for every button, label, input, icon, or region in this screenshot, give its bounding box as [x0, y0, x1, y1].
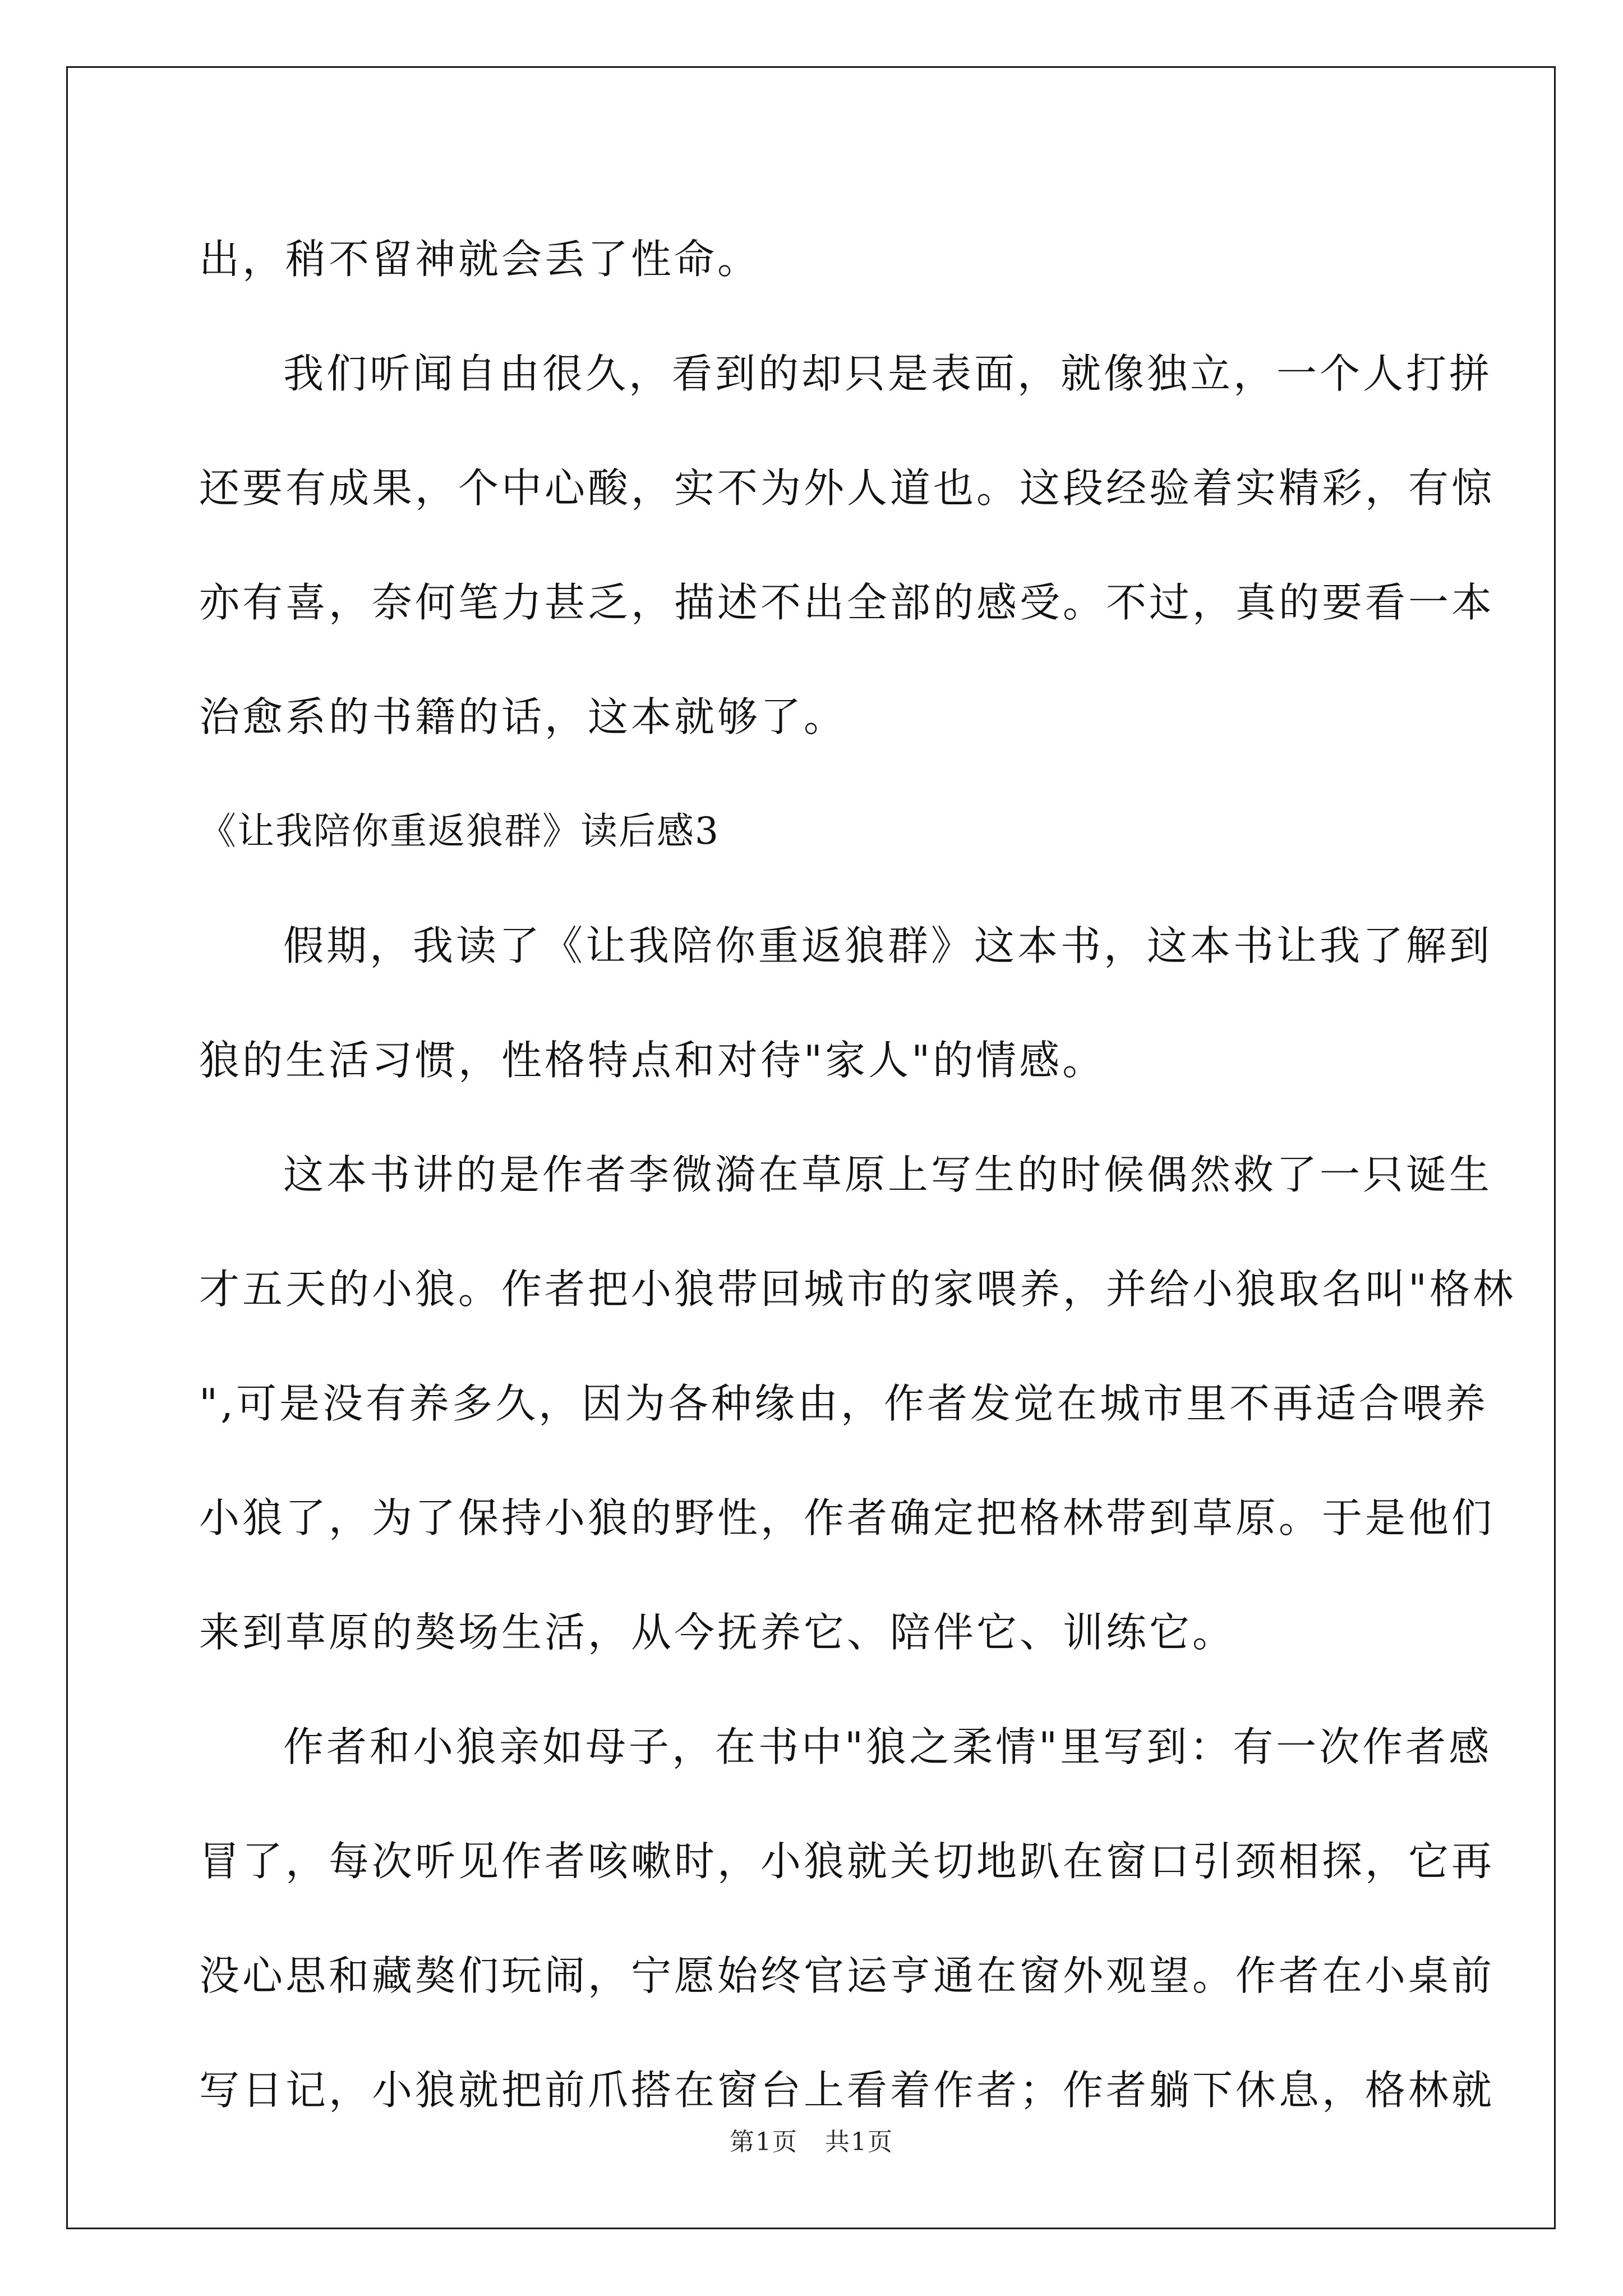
text-line: ",可是没有养多久，因为各种缘由，作者发觉在城市里不再适合喂养 — [199, 1380, 1489, 1427]
page-number: 第1页 — [730, 2128, 798, 2156]
document-body — [199, 202, 1516, 2147]
text-line: 治愈系的书籍的话，这本就够了。 — [199, 693, 847, 740]
text-line: 来到草原的獒场生活，从今抚养它、陪伴它、训练它。 — [199, 1609, 1236, 1656]
text-line: 出，稍不留神就会丢了性命。 — [199, 236, 761, 283]
text-line: 我们听闻自由很久，看到的却只是表面，就像独立，一个人打拼 — [283, 350, 1493, 397]
page-total: 共1页 — [825, 2128, 893, 2156]
text-line: 才五天的小狼。作者把小狼带回城市的家喂养，并给小狼取名叫"格林 — [199, 1266, 1516, 1313]
page-footer — [0, 2122, 1623, 2157]
text-line: 假期，我读了《让我陪你重返狼群》这本书，这本书让我了解到 — [283, 922, 1493, 969]
text-line: 冒了，每次听见作者咳嗽时，小狼就关切地趴在窗口引颈相探，它再 — [199, 1838, 1495, 1885]
text-line: 写日记，小狼就把前爪搭在窗台上看着作者；作者躺下休息，格林就 — [199, 2067, 1495, 2114]
text-line: 没心思和藏獒们玩闹，宁愿始终官运亨通在窗外观望。作者在小桌前 — [199, 1952, 1495, 1999]
text-line: 亦有喜，奈何笔力甚乏，描述不出全部的感受。不过，真的要看一本 — [199, 579, 1495, 626]
text-line: 小狼了，为了保持小狼的野性，作者确定把格林带到草原。于是他们 — [199, 1494, 1495, 1542]
text-line: 这本书讲的是作者李微漪在草原上写生的时候偶然救了一只诞生 — [283, 1151, 1493, 1198]
section-heading: 《让我陪你重返狼群》读后感3 — [199, 809, 720, 853]
text-line: 狼的生活习惯，性格特点和对待"家人"的情感。 — [199, 1037, 1106, 1084]
text-line: 还要有成果，个中心酸，实不为外人道也。这段经验着实精彩，有惊 — [199, 464, 1495, 512]
text-line: 作者和小狼亲如母子，在书中"狼之柔情"里写到：有一次作者感 — [283, 1723, 1492, 1770]
